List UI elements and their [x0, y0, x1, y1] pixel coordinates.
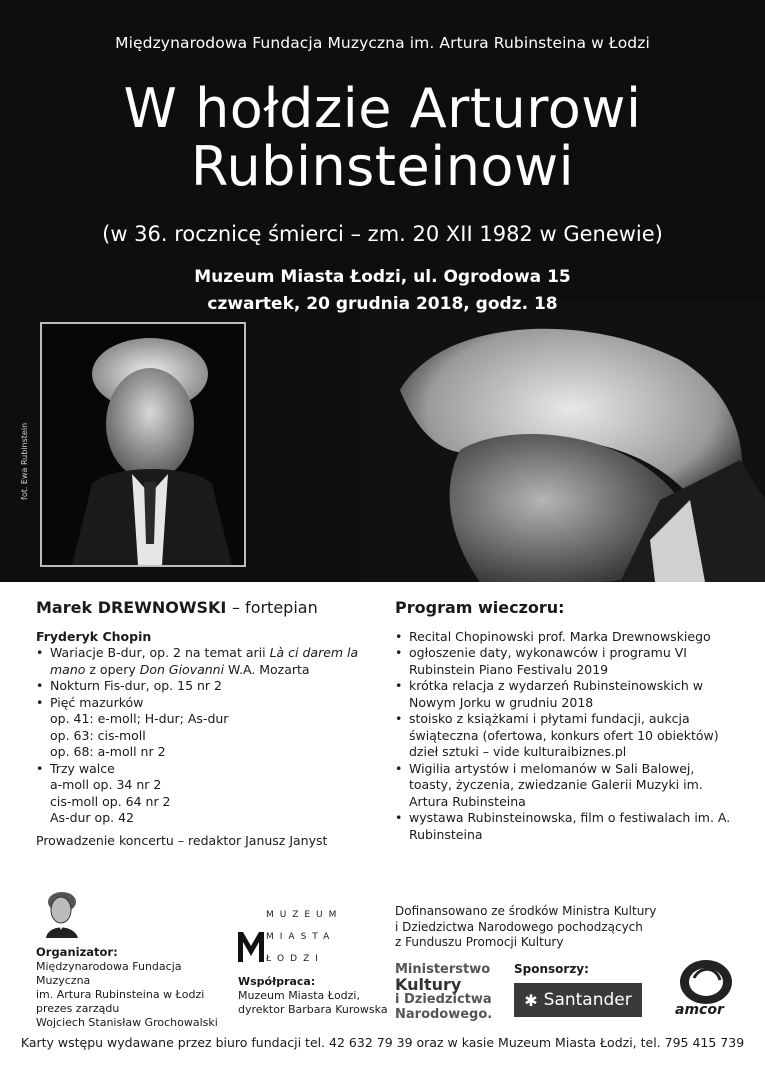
foundation-logo	[40, 888, 82, 938]
sponsors-label: Sponsorzy:	[514, 962, 589, 976]
list-item: • Wigilia artystów i melomanów w Sali Balowej, toasty, życzenia, zwiedzanie Galerii Muzyki im. Artura Rubinsteina	[395, 761, 735, 811]
funding-line: i Dziedzictwa Narodowego pochodzących	[395, 919, 643, 934]
list-item: • Nokturn Fis-dur, op. 15 nr 2	[36, 678, 366, 695]
cooperation-label: Współpraca:	[238, 975, 316, 988]
cooperation-line: Muzeum Miasta Łodzi,	[238, 989, 360, 1002]
list-item: • Trzy walce	[36, 761, 366, 778]
aria-title: Là ci darem la mano	[50, 645, 359, 677]
funding-line: z Funduszu Promocji Kultury	[395, 935, 564, 949]
museum-logo-line: MUZEUM	[266, 910, 343, 920]
organizer-line: Międzynarodowa Fundacja Muzyczna	[36, 960, 182, 987]
ministry-logo-line: Kultury	[395, 975, 462, 994]
program-section	[395, 600, 735, 843]
santander-wordmark: Santander	[543, 990, 632, 1010]
list-item: • Recital Chopinowski prof. Marka Drewnowskiego	[395, 629, 735, 646]
list-subitem: As-dur op. 42	[50, 810, 134, 825]
performer-section	[36, 600, 366, 849]
concert-host: Prowadzenie koncertu – redaktor Janusz Janyst	[36, 832, 328, 848]
museum-logo-mark	[238, 928, 264, 964]
list-subitem: op. 63: cis-moll	[50, 727, 146, 743]
list-subitem: op. 68: a-moll nr 2	[50, 744, 166, 759]
performer-heading	[36, 600, 366, 617]
composer-name: Fryderyk Chopin	[36, 628, 152, 644]
museum-logo-line: MIASTA	[266, 932, 336, 942]
list-subitem: a-moll op. 34 nr 2	[50, 777, 162, 792]
list-item: • krótka relacja z wydarzeń Rubinsteinowskich w Nowym Jorku w grudniu 2018	[395, 678, 735, 711]
organizer-line: prezes zarządu	[36, 1002, 120, 1015]
list-item: • stoisko z książkami i płytami fundacji, aukcja świąteczna (ofertowa, konkurs ofert 10 obiektów) dzieł sztuki – vide kulturaibiznes.pl	[395, 711, 735, 761]
opera-title: Don Giovanni	[139, 661, 225, 677]
work-title: • Pięć mazurków	[50, 694, 144, 710]
organizer-line: im. Artura Rubinsteina w Łodzi	[36, 988, 205, 1001]
funding-note	[395, 904, 695, 951]
list-item	[36, 645, 366, 678]
cooperation-block	[238, 975, 398, 1017]
list-item	[36, 695, 366, 712]
work-text: W.A. Mozarta	[224, 661, 310, 677]
performer-last-name: DREWNOWSKI	[97, 598, 227, 617]
event-venue: Muzeum Miasta Łodzi, ul. Ogrodowa 15	[194, 267, 571, 287]
organizer-label: Organizator:	[36, 945, 118, 959]
flame-icon: ✱	[524, 990, 538, 1010]
funding-line: Dofinansowano ze środków Ministra Kultury	[395, 904, 657, 918]
rubinstein-portrait-image	[42, 324, 244, 565]
work-text: z opery	[85, 661, 140, 677]
pianist-background-photo	[360, 300, 765, 582]
list-item: • wystawa Rubinsteinowska, film o festiwalach im. A. Rubinsteina	[395, 810, 735, 843]
program-list	[395, 629, 735, 844]
list-subitem: cis-moll op. 64 nr 2	[50, 793, 171, 809]
ministry-logo	[395, 962, 492, 1022]
title-line-1: W hołdzie Arturowi	[123, 77, 642, 140]
work-text: Wariacje B-dur, op. 2 na temat arii	[50, 645, 270, 660]
list-item: • ogłoszenie daty, wykonawców i programu VI Rubinstein Piano Festivalu 2019	[395, 645, 735, 678]
ministry-logo-line: Narodowego.	[395, 1007, 493, 1022]
cooperation-line: dyrektor Barbara Kurowska	[238, 1003, 388, 1016]
museum-logo	[238, 906, 348, 966]
performer-first-name: Marek	[36, 598, 93, 617]
ticket-info: Karty wstępu wydawane przez biuro fundacji tel. 42 632 79 39 oraz w kasie Muzeum Miasta Łodzi, tel. 795 415 739	[20, 1035, 745, 1050]
foundation-name: Międzynarodowa Fundacja Muzyczna im. Artura Rubinsteina w Łodzi	[115, 34, 650, 52]
performer-role: – fortepian	[231, 598, 318, 617]
photo-credit: fot. Ewa Rubinstein	[20, 422, 29, 500]
santander-logo	[514, 983, 642, 1017]
event-subtitle: (w 36. rocznicę śmierci – zm. 20 XII 1982 w Genewie)	[102, 222, 663, 246]
rubinstein-portrait	[40, 322, 246, 567]
title-line-2: Rubinsteinowi	[190, 135, 575, 198]
amcor-wordmark: amcor	[675, 1002, 724, 1018]
organizer-line: Wojciech Stanisław Grochowalski	[36, 1016, 218, 1029]
museum-logo-line: ŁODZI	[266, 954, 324, 964]
event-title	[0, 77, 765, 198]
organizer-block	[36, 945, 236, 1030]
ministry-logo-line: i Dziedzictwa	[395, 992, 492, 1007]
event-datetime: czwartek, 20 grudnia 2018, godz. 18	[207, 294, 558, 314]
list-subitem: op. 41: e-moll; H-dur; As-dur	[50, 711, 229, 726]
program-heading: Program wieczoru:	[395, 598, 565, 617]
repertoire-list	[36, 645, 366, 827]
ministry-logo-line: Ministerstwo	[395, 962, 491, 977]
